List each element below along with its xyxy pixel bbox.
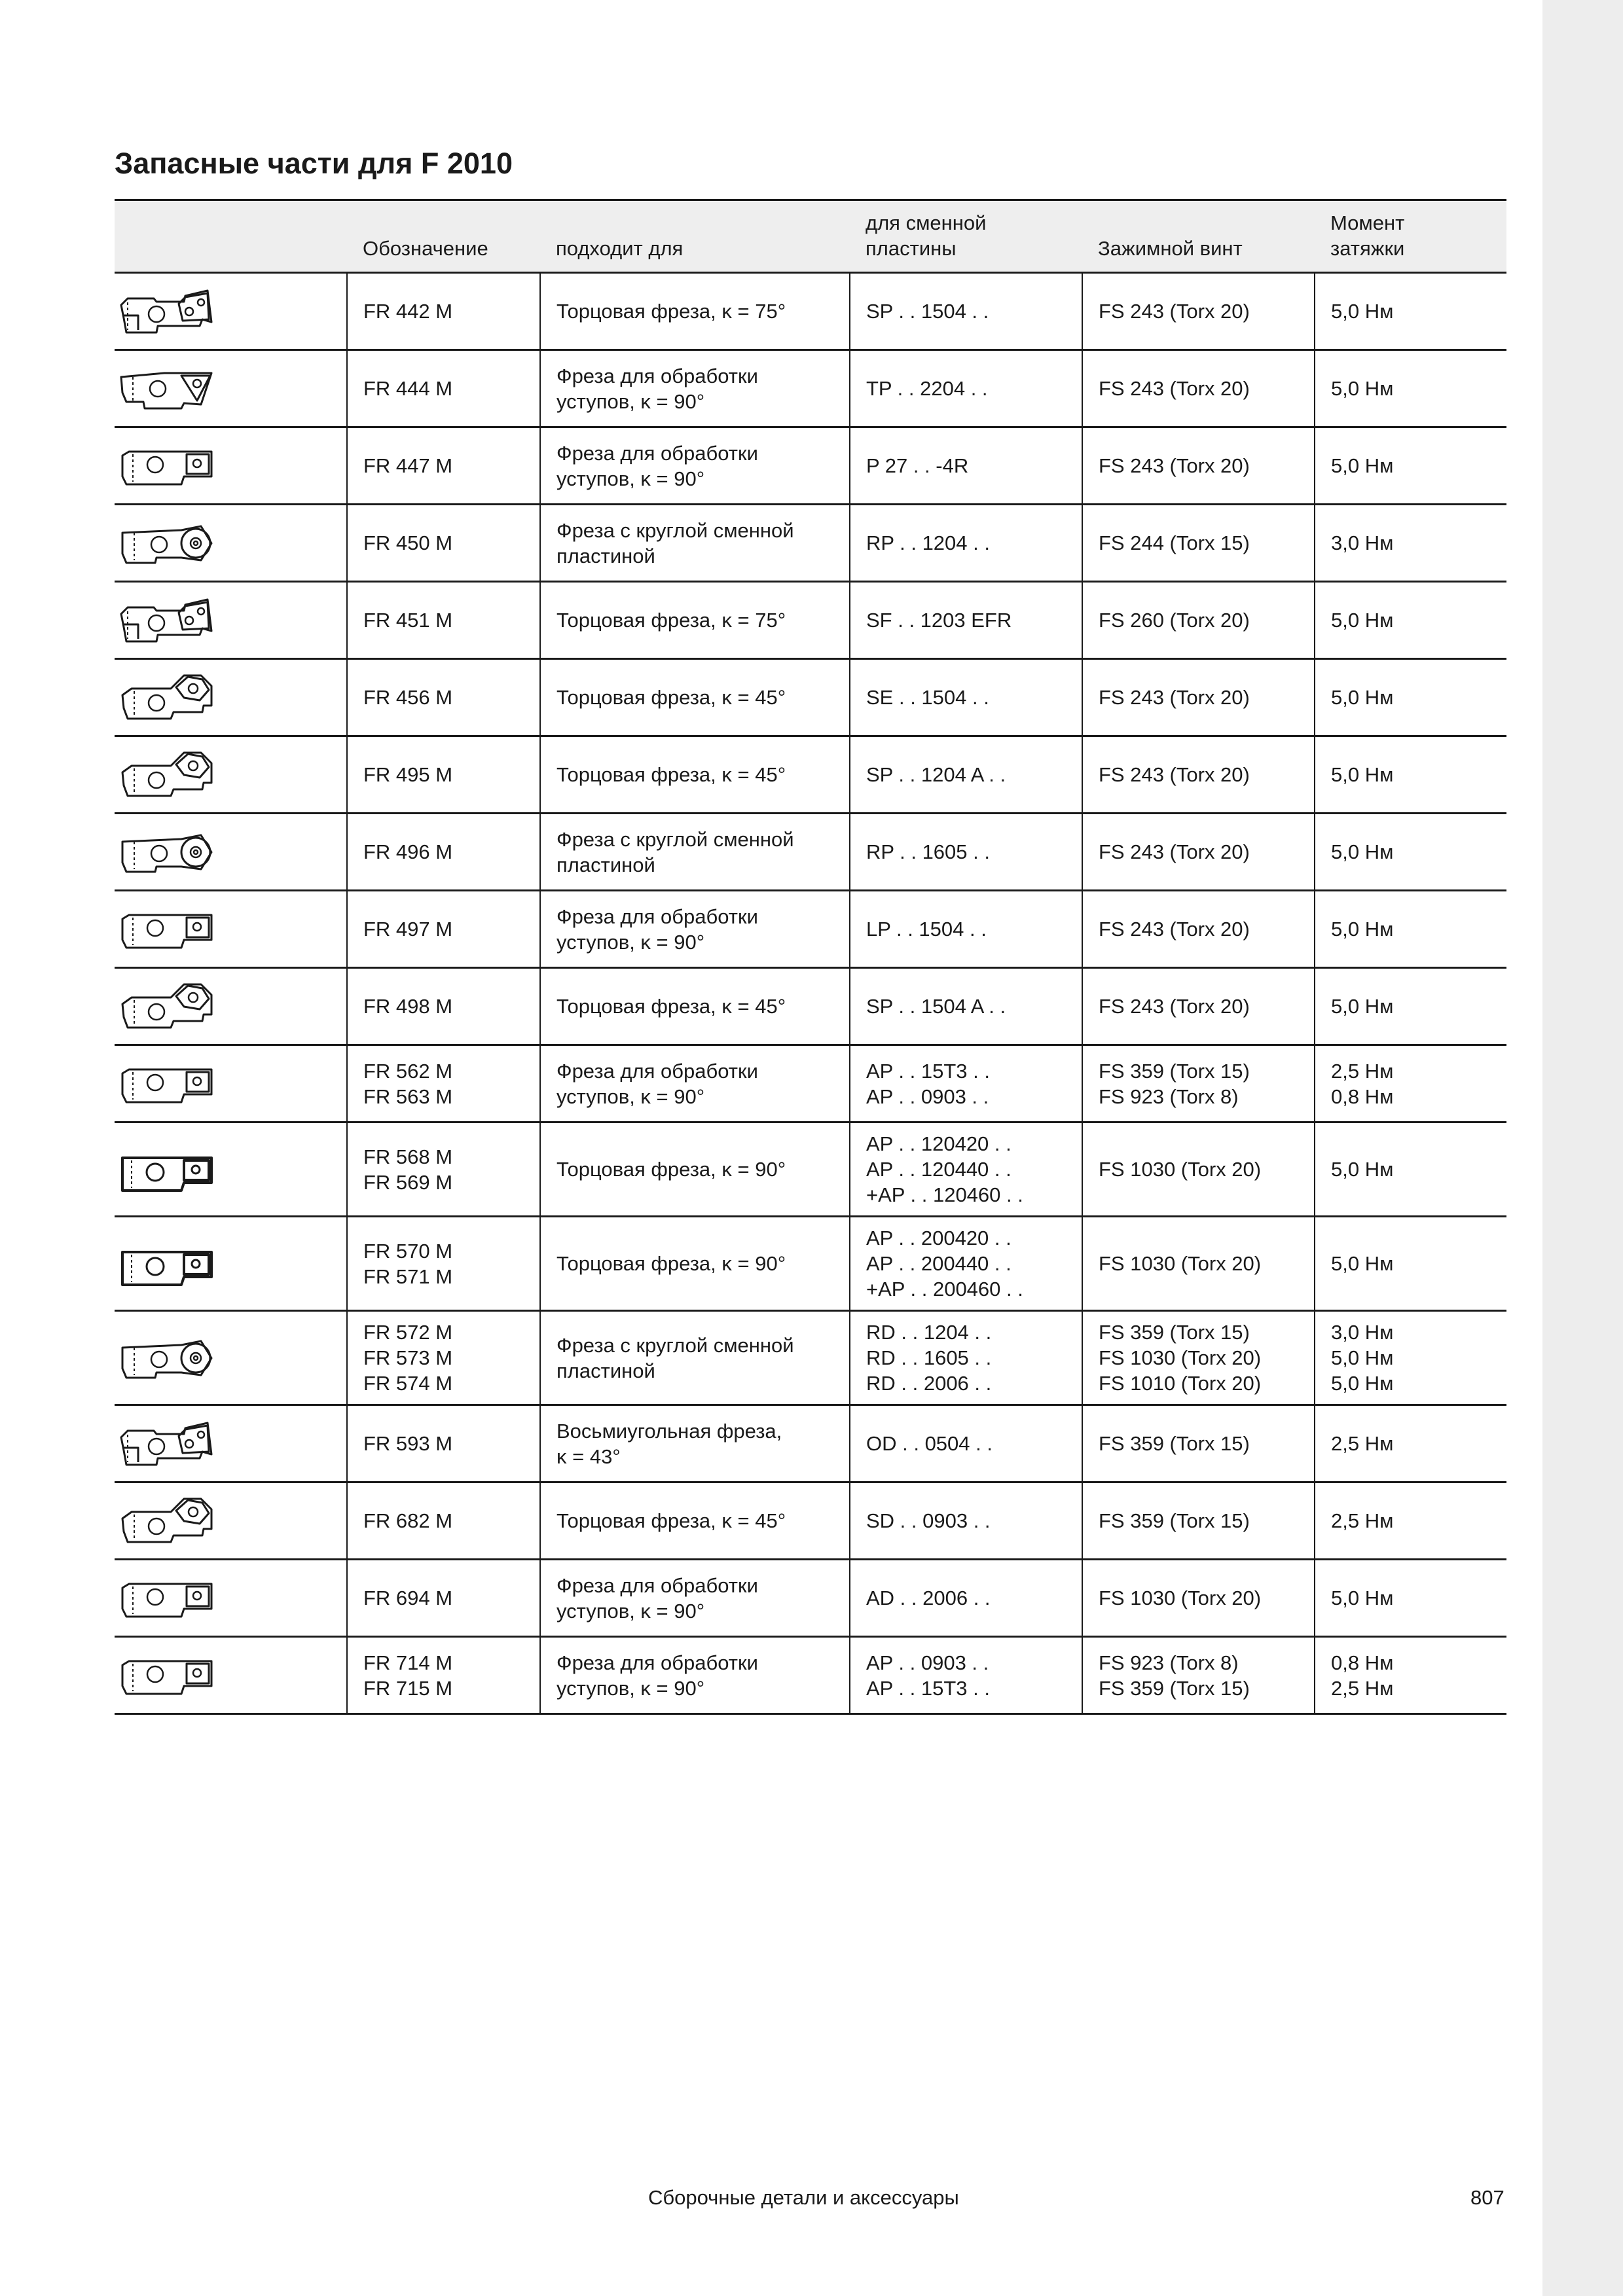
cartridge-round-icon — [119, 517, 217, 569]
cell-torque — [1315, 1405, 1506, 1482]
cell-image — [115, 1482, 347, 1560]
designation-line: FR 498 M — [363, 995, 453, 1018]
spare-parts-table — [115, 199, 1506, 1715]
cell-fits — [540, 350, 850, 427]
cell-image — [115, 968, 347, 1045]
designation-line: FR 495 M — [363, 763, 453, 786]
designation-line: FR 571 M — [363, 1265, 453, 1288]
fits-line: Торцовая фреза, κ = 75° — [556, 609, 786, 632]
cartridge-45-icon — [119, 980, 217, 1033]
cell-designation — [347, 427, 540, 505]
torque-line: 5,0 Нм — [1331, 1158, 1394, 1181]
cell-screw — [1082, 659, 1315, 736]
cell-torque — [1315, 814, 1506, 891]
torque-line: 2,5 Нм — [1331, 1509, 1394, 1532]
designation-line: FR 447 M — [363, 454, 453, 477]
cartridge-45-icon — [119, 749, 217, 801]
screw-line: FS 359 (Torx 15) — [1099, 1321, 1250, 1344]
cell-image — [115, 1122, 347, 1217]
fits-line: κ = 43° — [556, 1444, 621, 1468]
cartridge-square-bold-icon — [119, 1238, 217, 1290]
designation-line: FR 715 M — [363, 1676, 453, 1700]
insert-line: AP . . 200440 . . — [866, 1252, 1012, 1275]
cell-torque — [1315, 891, 1506, 968]
table-row — [115, 659, 1506, 736]
cell-torque — [1315, 350, 1506, 427]
table-row — [115, 736, 1506, 814]
footer-section-title: Сборочные детали и аксессуары — [648, 2186, 959, 2209]
cell-screw — [1082, 582, 1315, 659]
insert-line: SP . . 1504 . . — [866, 300, 989, 323]
cartridge-square-icon — [119, 1572, 217, 1624]
torque-line: 5,0 Нм — [1331, 609, 1394, 632]
screw-line: FS 243 (Torx 20) — [1099, 300, 1250, 323]
screw-line: FS 1010 (Torx 20) — [1099, 1372, 1262, 1395]
cell-screw — [1082, 1311, 1315, 1405]
cell-screw — [1082, 968, 1315, 1045]
torque-line: 3,0 Нм — [1331, 531, 1394, 554]
cell-fits — [540, 891, 850, 968]
cell-insert — [850, 1405, 1082, 1482]
torque-line: 2,5 Нм — [1331, 1676, 1394, 1700]
cell-fits — [540, 582, 850, 659]
designation-line: FR 451 M — [363, 609, 453, 632]
insert-line: RP . . 1204 . . — [866, 531, 990, 554]
cell-screw — [1082, 814, 1315, 891]
cell-insert — [850, 814, 1082, 891]
screw-line: FS 243 (Torx 20) — [1099, 840, 1250, 863]
screw-line: FS 359 (Torx 15) — [1099, 1059, 1250, 1083]
cell-torque — [1315, 1482, 1506, 1560]
cell-screw — [1082, 1405, 1315, 1482]
cartridge-round-icon — [119, 1332, 217, 1384]
insert-line: AP . . 120420 . . — [866, 1132, 1012, 1155]
designation-line: FR 497 M — [363, 918, 453, 941]
cell-fits — [540, 1311, 850, 1405]
cell-insert — [850, 891, 1082, 968]
cell-insert — [850, 427, 1082, 505]
cartridge-75-icon — [119, 1418, 217, 1470]
cell-torque — [1315, 1637, 1506, 1714]
cell-fits — [540, 736, 850, 814]
table-body — [115, 273, 1506, 1714]
torque-line: 5,0 Нм — [1331, 377, 1394, 400]
header-torque — [1315, 200, 1506, 273]
screw-line: FS 243 (Torx 20) — [1099, 918, 1250, 941]
header-designation: Обозначение — [347, 200, 540, 273]
fits-line: Фреза для обработки — [556, 905, 758, 928]
designation-line: FR 569 M — [363, 1170, 453, 1194]
cell-torque — [1315, 273, 1506, 350]
cell-insert — [850, 968, 1082, 1045]
insert-line: SD . . 0903 . . — [866, 1509, 991, 1532]
torque-line: 0,8 Нм — [1331, 1085, 1394, 1108]
header-fits: подходит для — [540, 200, 850, 273]
cartridge-triangle-icon — [119, 363, 217, 415]
cell-insert — [850, 582, 1082, 659]
cell-torque — [1315, 968, 1506, 1045]
table-row — [115, 968, 1506, 1045]
torque-line: 5,0 Нм — [1331, 1252, 1394, 1275]
insert-line: RD . . 1605 . . — [866, 1346, 992, 1369]
table-row — [115, 1560, 1506, 1637]
fits-line: Фреза с круглой сменной — [556, 1333, 794, 1357]
cell-screw — [1082, 350, 1315, 427]
designation-line: FR 444 M — [363, 377, 453, 400]
torque-line: 2,5 Нм — [1331, 1059, 1394, 1083]
fits-line: Торцовая фреза, κ = 45° — [556, 763, 786, 786]
cartridge-45-icon — [119, 1495, 217, 1547]
fits-line: пластиной — [556, 853, 655, 876]
designation-line: FR 694 M — [363, 1587, 453, 1609]
designation-line: FR 568 M — [363, 1145, 453, 1168]
fits-line: уступов, κ = 90° — [556, 467, 705, 490]
screw-line: FS 1030 (Torx 20) — [1099, 1346, 1262, 1369]
designation-line: FR 714 M — [363, 1651, 453, 1674]
fits-line: Фреза для обработки — [556, 1573, 758, 1597]
cell-insert — [850, 659, 1082, 736]
torque-line: 5,0 Нм — [1331, 300, 1394, 323]
cartridge-square-icon — [119, 440, 217, 492]
cell-screw — [1082, 1560, 1315, 1637]
fits-line: Торцовая фреза, κ = 75° — [556, 300, 786, 323]
cell-insert — [850, 1482, 1082, 1560]
screw-line: FS 243 (Torx 20) — [1099, 377, 1250, 400]
insert-line: AP . . 0903 . . — [866, 1651, 989, 1674]
side-margin-strip — [1542, 0, 1623, 2296]
torque-line: 5,0 Нм — [1331, 1587, 1394, 1609]
fits-line: Восьмиугольная фреза, — [556, 1419, 782, 1443]
cell-torque — [1315, 1560, 1506, 1637]
torque-line: 2,5 Нм — [1331, 1432, 1394, 1455]
fits-line: Торцовая фреза, κ = 90° — [556, 1158, 786, 1181]
insert-line: SP . . 1204 A . . — [866, 763, 1006, 786]
designation-line: FR 450 M — [363, 531, 453, 554]
designation-line: FR 442 M — [363, 300, 453, 323]
cell-image — [115, 1217, 347, 1311]
cell-designation — [347, 1311, 540, 1405]
insert-line: +AP . . 200460 . . — [866, 1278, 1023, 1300]
cell-screw — [1082, 1045, 1315, 1122]
cartridge-round-icon — [119, 826, 217, 878]
cell-image — [115, 1405, 347, 1482]
cell-screw — [1082, 1637, 1315, 1714]
cell-insert — [850, 1311, 1082, 1405]
table-row — [115, 891, 1506, 968]
torque-line: 3,0 Нм — [1331, 1321, 1394, 1344]
screw-line: FS 243 (Torx 20) — [1099, 454, 1250, 477]
torque-line: 5,0 Нм — [1331, 454, 1394, 477]
designation-line: FR 573 M — [363, 1346, 453, 1369]
header-insert-line: для сменной — [866, 211, 987, 234]
table-row — [115, 505, 1506, 582]
cell-designation — [347, 273, 540, 350]
insert-line: AP . . 15T3 . . — [866, 1059, 990, 1083]
cell-torque — [1315, 736, 1506, 814]
page-title: Запасные части для F 2010 — [115, 147, 513, 180]
cell-fits — [540, 968, 850, 1045]
header-torque-line: затяжки — [1330, 237, 1405, 260]
screw-line: FS 244 (Torx 15) — [1099, 531, 1250, 554]
cell-image — [115, 1637, 347, 1714]
screw-line: FS 359 (Torx 15) — [1099, 1432, 1250, 1455]
insert-line: LP . . 1504 . . — [866, 918, 987, 941]
cell-designation — [347, 505, 540, 582]
designation-line: FR 563 M — [363, 1085, 453, 1108]
table-row — [115, 1637, 1506, 1714]
insert-line: AD . . 2006 . . — [866, 1587, 991, 1609]
header-screw: Зажимной винт — [1082, 200, 1315, 273]
screw-line: FS 359 (Torx 15) — [1099, 1509, 1250, 1532]
fits-line: уступов, κ = 90° — [556, 1085, 705, 1108]
fits-line: пластиной — [556, 544, 655, 567]
torque-line: 5,0 Нм — [1331, 1372, 1394, 1395]
cell-designation — [347, 968, 540, 1045]
fits-line: Фреза для обработки — [556, 441, 758, 465]
designation-line: FR 572 M — [363, 1321, 453, 1344]
screw-line: FS 243 (Torx 20) — [1099, 686, 1250, 709]
table-row — [115, 1217, 1506, 1311]
cell-screw — [1082, 1122, 1315, 1217]
cartridge-square-icon — [119, 1649, 217, 1702]
cell-fits — [540, 427, 850, 505]
fits-line: уступов, κ = 90° — [556, 930, 705, 954]
cell-torque — [1315, 582, 1506, 659]
cell-image — [115, 505, 347, 582]
cell-designation — [347, 1560, 540, 1637]
cell-fits — [540, 1637, 850, 1714]
designation-line: FR 456 M — [363, 686, 453, 709]
cartridge-75-icon — [119, 285, 217, 338]
cell-designation — [347, 582, 540, 659]
cell-screw — [1082, 891, 1315, 968]
fits-line: Фреза для обработки — [556, 1651, 758, 1674]
table-row — [115, 1045, 1506, 1122]
cell-designation — [347, 1405, 540, 1482]
fits-line: Торцовая фреза, κ = 45° — [556, 686, 786, 709]
cartridge-45-icon — [119, 672, 217, 724]
screw-line: FS 1030 (Torx 20) — [1099, 1587, 1262, 1609]
cell-torque — [1315, 505, 1506, 582]
cell-fits — [540, 814, 850, 891]
cell-insert — [850, 350, 1082, 427]
cell-screw — [1082, 505, 1315, 582]
cell-insert — [850, 273, 1082, 350]
insert-line: SE . . 1504 . . — [866, 686, 989, 709]
torque-line: 5,0 Нм — [1331, 995, 1394, 1018]
insert-line: AP . . 120440 . . — [866, 1158, 1012, 1181]
cell-designation — [347, 1482, 540, 1560]
cell-torque — [1315, 1045, 1506, 1122]
cartridge-square-icon — [119, 903, 217, 956]
cartridge-75-icon — [119, 594, 217, 647]
torque-line: 5,0 Нм — [1331, 686, 1394, 709]
cell-fits — [540, 1122, 850, 1217]
table-row — [115, 273, 1506, 350]
cell-image — [115, 736, 347, 814]
fits-line: уступов, κ = 90° — [556, 389, 705, 413]
screw-line: FS 1030 (Torx 20) — [1099, 1252, 1262, 1275]
insert-line: RP . . 1605 . . — [866, 840, 990, 863]
table-header-row — [115, 200, 1506, 273]
torque-line: 5,0 Нм — [1331, 1346, 1394, 1369]
cell-image — [115, 659, 347, 736]
fits-line: Фреза для обработки — [556, 364, 758, 387]
cartridge-square-bold-icon — [119, 1143, 217, 1196]
table-row — [115, 1405, 1506, 1482]
designation-line: FR 593 M — [363, 1432, 453, 1455]
cell-insert — [850, 736, 1082, 814]
insert-line: AP . . 200420 . . — [866, 1227, 1012, 1249]
cell-screw — [1082, 427, 1315, 505]
cell-insert — [850, 1217, 1082, 1311]
cell-designation — [347, 1217, 540, 1311]
screw-line: FS 260 (Torx 20) — [1099, 609, 1250, 632]
fits-line: уступов, κ = 90° — [556, 1599, 705, 1623]
cell-designation — [347, 350, 540, 427]
screw-line: FS 1030 (Torx 20) — [1099, 1158, 1262, 1181]
torque-line: 0,8 Нм — [1331, 1651, 1394, 1674]
insert-line: AP . . 15T3 . . — [866, 1676, 990, 1700]
table-row — [115, 1311, 1506, 1405]
fits-line: Фреза для обработки — [556, 1059, 758, 1083]
cell-insert — [850, 1637, 1082, 1714]
cell-designation — [347, 1637, 540, 1714]
designation-line: FR 574 M — [363, 1372, 453, 1395]
cell-torque — [1315, 427, 1506, 505]
designation-line: FR 496 M — [363, 840, 453, 863]
header-image — [115, 200, 347, 273]
cell-image — [115, 891, 347, 968]
torque-line: 5,0 Нм — [1331, 763, 1394, 786]
cell-fits — [540, 273, 850, 350]
insert-line: AP . . 0903 . . — [866, 1085, 989, 1108]
screw-line: FS 923 (Torx 8) — [1099, 1085, 1239, 1108]
fits-line: пластиной — [556, 1359, 655, 1382]
cell-insert — [850, 1122, 1082, 1217]
fits-line: Торцовая фреза, κ = 45° — [556, 995, 786, 1018]
screw-line: FS 243 (Torx 20) — [1099, 763, 1250, 786]
screw-line: FS 923 (Torx 8) — [1099, 1651, 1239, 1674]
header-torque-line: Момент — [1330, 211, 1405, 234]
fits-line: Фреза с круглой сменной — [556, 518, 794, 542]
table-row — [115, 350, 1506, 427]
cell-torque — [1315, 659, 1506, 736]
cell-image — [115, 350, 347, 427]
cell-screw — [1082, 736, 1315, 814]
designation-line: FR 562 M — [363, 1059, 453, 1083]
table-row — [115, 582, 1506, 659]
table-row — [115, 1482, 1506, 1560]
cartridge-square-icon — [119, 1058, 217, 1110]
insert-line: +AP . . 120460 . . — [866, 1183, 1023, 1206]
screw-line: FS 243 (Torx 20) — [1099, 995, 1250, 1018]
insert-line: OD . . 0504 . . — [866, 1432, 993, 1455]
screw-line: FS 359 (Torx 15) — [1099, 1676, 1250, 1700]
cell-image — [115, 1560, 347, 1637]
insert-line: P 27 . . -4R — [866, 454, 969, 477]
cell-fits — [540, 1482, 850, 1560]
insert-line: SP . . 1504 A . . — [866, 995, 1006, 1018]
cell-designation — [347, 1122, 540, 1217]
cell-designation — [347, 659, 540, 736]
torque-line: 5,0 Нм — [1331, 840, 1394, 863]
fits-line: уступов, κ = 90° — [556, 1676, 705, 1700]
header-insert-line: пластины — [866, 237, 957, 260]
cell-screw — [1082, 273, 1315, 350]
designation-line: FR 570 M — [363, 1239, 453, 1263]
cell-image — [115, 1045, 347, 1122]
cell-fits — [540, 1405, 850, 1482]
fits-line: Торцовая фреза, κ = 45° — [556, 1509, 786, 1532]
cell-image — [115, 1311, 347, 1405]
cell-designation — [347, 891, 540, 968]
cell-image — [115, 427, 347, 505]
cell-insert — [850, 505, 1082, 582]
cell-designation — [347, 736, 540, 814]
cell-fits — [540, 1217, 850, 1311]
cell-designation — [347, 1045, 540, 1122]
cell-image — [115, 273, 347, 350]
page-number: 807 — [1470, 2186, 1504, 2209]
torque-line: 5,0 Нм — [1331, 918, 1394, 941]
insert-line: RD . . 1204 . . — [866, 1321, 992, 1344]
table-row — [115, 1122, 1506, 1217]
cell-insert — [850, 1045, 1082, 1122]
cell-image — [115, 814, 347, 891]
table-row — [115, 814, 1506, 891]
cell-screw — [1082, 1482, 1315, 1560]
cell-fits — [540, 505, 850, 582]
insert-line: RD . . 2006 . . — [866, 1372, 992, 1395]
cell-fits — [540, 1560, 850, 1637]
cell-fits — [540, 1045, 850, 1122]
cell-screw — [1082, 1217, 1315, 1311]
insert-line: TP . . 2204 . . — [866, 377, 988, 400]
designation-line: FR 682 M — [363, 1509, 453, 1532]
cell-torque — [1315, 1311, 1506, 1405]
cell-designation — [347, 814, 540, 891]
cell-insert — [850, 1560, 1082, 1637]
cell-image — [115, 582, 347, 659]
table-row — [115, 427, 1506, 505]
header-insert — [850, 200, 1082, 273]
cell-torque — [1315, 1217, 1506, 1311]
cell-torque — [1315, 1122, 1506, 1217]
cell-fits — [540, 659, 850, 736]
fits-line: Фреза с круглой сменной — [556, 827, 794, 851]
insert-line: SF . . 1203 EFR — [866, 609, 1012, 632]
fits-line: Торцовая фреза, κ = 90° — [556, 1252, 786, 1275]
